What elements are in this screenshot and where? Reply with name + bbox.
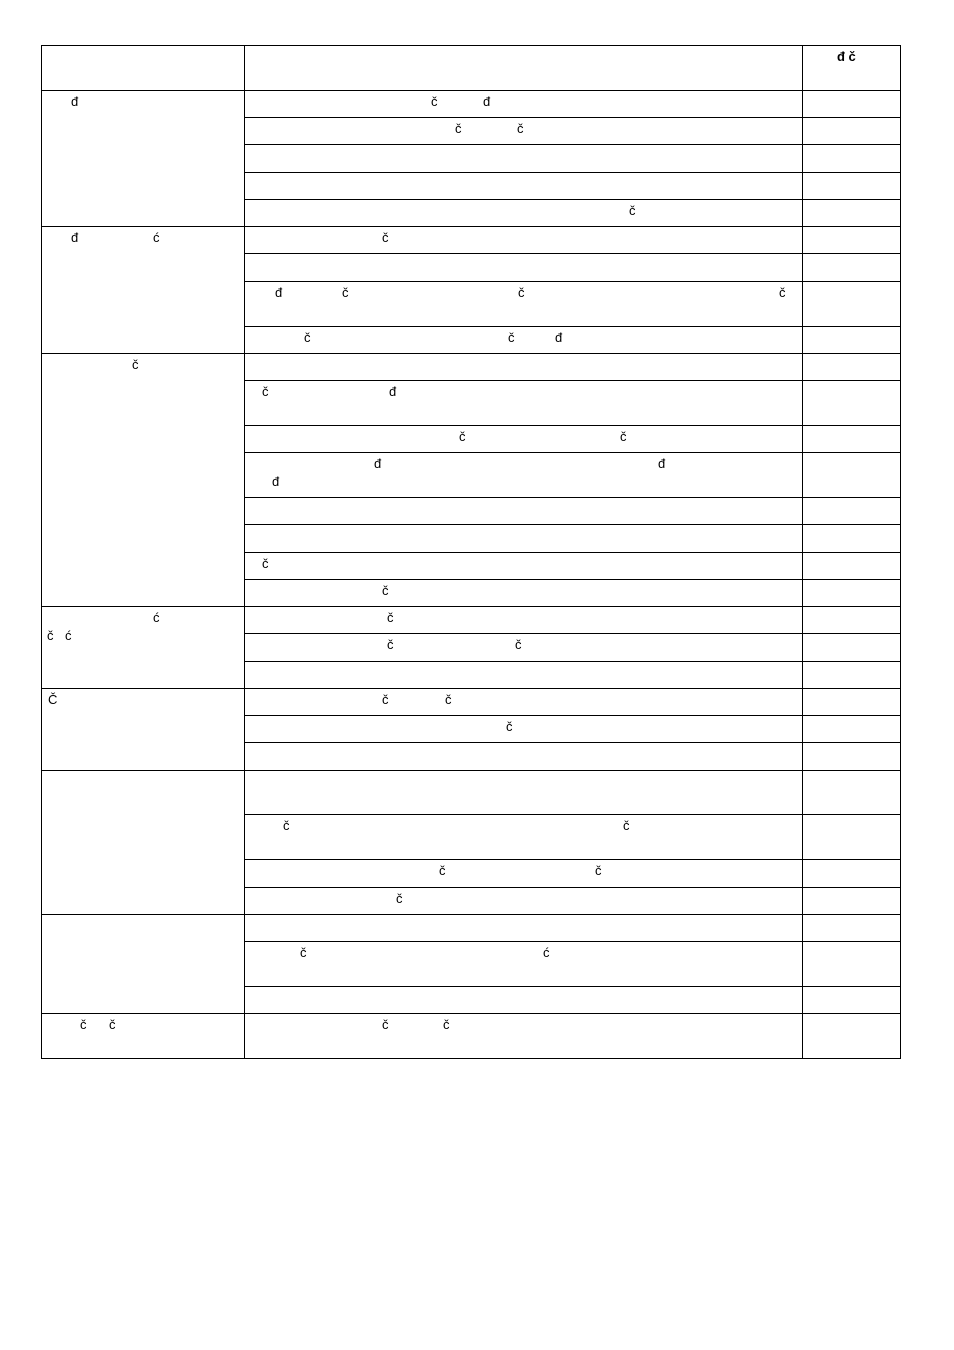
value-cell (803, 662, 901, 689)
group-label-glyph: č (132, 357, 139, 372)
text-glyph: č (506, 719, 513, 734)
value-cell (803, 607, 901, 634)
table-row (42, 915, 901, 942)
text-glyph: đ (658, 456, 666, 471)
description-cell (245, 987, 803, 1014)
description-cell (245, 173, 803, 200)
text-glyph: č (517, 121, 524, 136)
text-glyph: č (342, 285, 349, 300)
value-cell (803, 327, 901, 354)
text-glyph: č (262, 556, 269, 571)
group-label-glyph: ć (65, 628, 72, 643)
description-cell (245, 327, 803, 354)
header-cell-2 (245, 46, 803, 91)
text-glyph: č (382, 583, 389, 598)
description-cell (245, 453, 803, 498)
value-cell (803, 200, 901, 227)
value-cell (803, 354, 901, 381)
description-cell (245, 91, 803, 118)
value-cell (803, 689, 901, 716)
table-row (42, 1014, 901, 1059)
group-label-glyph: Č (48, 692, 58, 707)
value-cell (803, 771, 901, 815)
value-cell (803, 118, 901, 145)
value-cell (803, 860, 901, 888)
value-cell (803, 453, 901, 498)
text-glyph: č (382, 692, 389, 707)
description-cell (245, 743, 803, 771)
value-cell (803, 145, 901, 173)
text-glyph: č (455, 121, 462, 136)
value-cell (803, 1014, 901, 1059)
description-cell (245, 498, 803, 525)
description-cell (245, 815, 803, 860)
text-glyph: ć (543, 945, 550, 960)
text-glyph: č (508, 330, 515, 345)
text-glyph: č (620, 429, 627, 444)
group-label-cell (42, 915, 245, 1014)
description-cell (245, 860, 803, 888)
table-row (42, 91, 901, 118)
group-label-glyph: č (109, 1017, 116, 1032)
value-cell (803, 254, 901, 282)
text-glyph: č (445, 692, 452, 707)
description-cell (245, 771, 803, 815)
value-cell (803, 915, 901, 942)
text-glyph: đ (389, 384, 397, 399)
text-glyph: č (595, 863, 602, 878)
description-cell (245, 553, 803, 580)
text-glyph: č (439, 863, 446, 878)
text-glyph: č (515, 637, 522, 652)
description-cell (245, 580, 803, 607)
text-glyph: č (304, 330, 311, 345)
text-glyph: č (262, 384, 269, 399)
description-cell (245, 662, 803, 689)
value-cell (803, 716, 901, 743)
text-glyph: č (283, 818, 290, 833)
table-row (42, 689, 901, 716)
document-table (41, 45, 901, 1059)
group-label-glyph: đ (71, 94, 79, 109)
description-cell (245, 634, 803, 662)
description-cell (245, 118, 803, 145)
group-label-glyph: ć (153, 610, 160, 625)
description-cell (245, 145, 803, 173)
table-row (42, 607, 901, 634)
group-label-glyph: đ (71, 230, 79, 245)
value-cell (803, 498, 901, 525)
group-label-cell (42, 354, 245, 607)
value-cell (803, 634, 901, 662)
value-cell (803, 553, 901, 580)
group-label-cell (42, 91, 245, 227)
text-glyph: č (623, 818, 630, 833)
description-cell (245, 607, 803, 634)
text-glyph: č (431, 94, 438, 109)
group-label-glyph: ć (153, 230, 160, 245)
text-glyph: č (443, 1017, 450, 1032)
description-cell (245, 888, 803, 915)
group-label-cell (42, 607, 245, 689)
description-cell (245, 525, 803, 553)
value-cell (803, 580, 901, 607)
text-glyph: č (387, 637, 394, 652)
header-col3-text: đ č (837, 49, 856, 64)
text-glyph: č (387, 610, 394, 625)
text-glyph: č (518, 285, 525, 300)
value-cell (803, 525, 901, 553)
text-glyph: č (300, 945, 307, 960)
description-cell (245, 689, 803, 716)
text-glyph: č (396, 891, 403, 906)
header-row (42, 46, 901, 91)
group-label-cell (42, 689, 245, 771)
group-label-cell (42, 1014, 245, 1059)
text-glyph: đ (374, 456, 382, 471)
header-cell-3 (803, 46, 901, 91)
description-cell (245, 282, 803, 327)
description-cell (245, 716, 803, 743)
text-glyph: č (382, 230, 389, 245)
value-cell (803, 743, 901, 771)
value-cell (803, 888, 901, 915)
value-cell (803, 987, 901, 1014)
text-glyph: č (382, 1017, 389, 1032)
value-cell (803, 381, 901, 426)
text-glyph: č (629, 203, 636, 218)
header-cell-1 (42, 46, 245, 91)
value-cell (803, 815, 901, 860)
text-glyph: đ (272, 474, 280, 489)
group-label-cell (42, 227, 245, 354)
text-glyph: đ (275, 285, 283, 300)
description-cell (245, 942, 803, 987)
description-cell (245, 426, 803, 453)
description-cell (245, 227, 803, 254)
description-cell (245, 915, 803, 942)
description-cell (245, 1014, 803, 1059)
text-glyph: č (459, 429, 466, 444)
description-cell (245, 200, 803, 227)
group-label-glyph: č (80, 1017, 87, 1032)
text-glyph: č (779, 285, 786, 300)
table-row (42, 771, 901, 815)
description-cell (245, 381, 803, 426)
value-cell (803, 173, 901, 200)
value-cell (803, 942, 901, 987)
value-cell (803, 426, 901, 453)
description-cell (245, 354, 803, 381)
value-cell (803, 227, 901, 254)
description-cell (245, 254, 803, 282)
group-label-glyph: č (47, 628, 54, 643)
text-glyph: đ (555, 330, 563, 345)
value-cell (803, 91, 901, 118)
table-row (42, 354, 901, 381)
text-glyph: đ (483, 94, 491, 109)
group-label-cell (42, 771, 245, 915)
value-cell (803, 282, 901, 327)
table-row (42, 227, 901, 254)
